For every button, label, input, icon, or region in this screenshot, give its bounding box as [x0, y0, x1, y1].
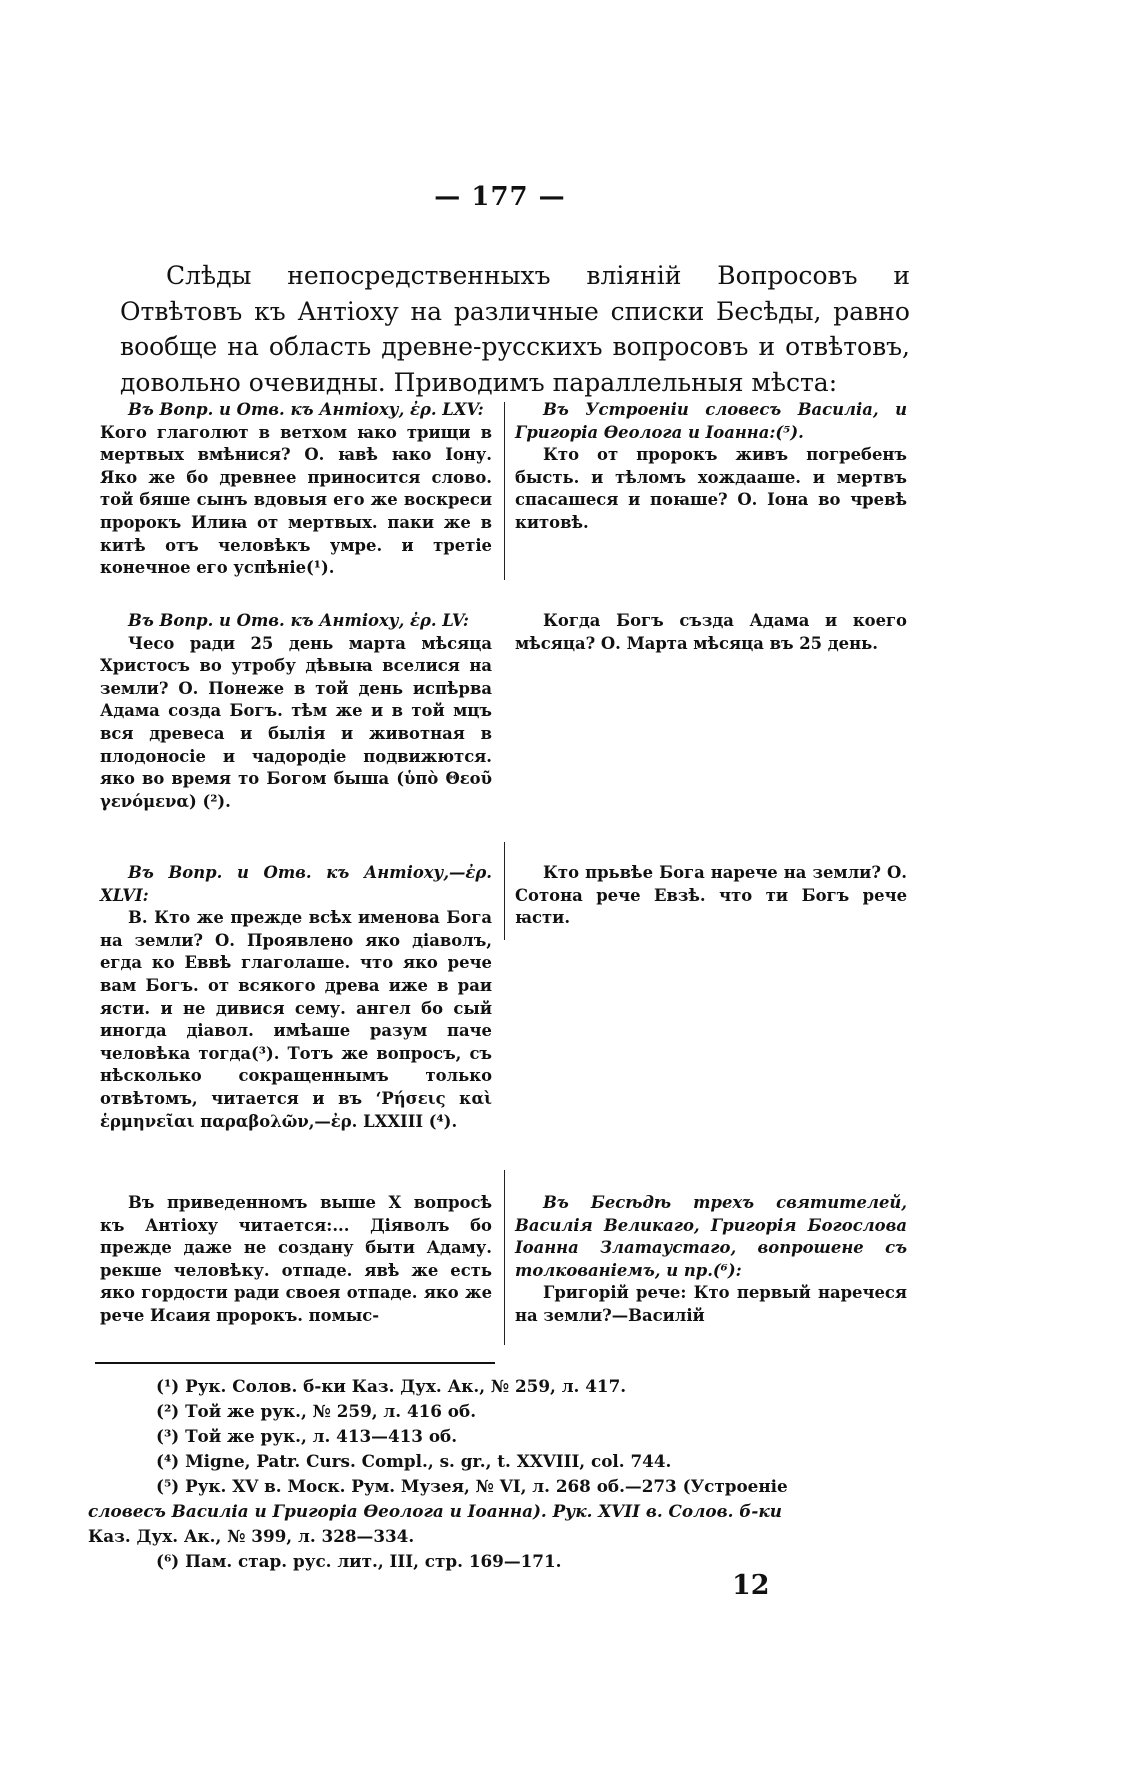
left-heading-1: Въ Вопр. и Отв. къ Антіоху, ἐρ. LXV:	[128, 400, 484, 419]
left-body-4: Въ приведенномъ выше X вопросѣ къ Антіоху читается:... Діяволъ бо прежде даже не создану быти Адаму. рекше человѣку. отпаде. явѣ же есть яко гордости ради своея отпаде. яко же рече Исаия пророкъ. помыс-	[100, 1193, 492, 1325]
footnote-6: (⁶) Пам. стар. рус. лит., III, стр. 169—171.	[156, 1551, 562, 1571]
footnote-3: (³) Той же рук., л. 413—413 об.	[156, 1426, 458, 1446]
intro-text: Слѣды непосредственныхъ вліяній Вопросовъ и Отвѣтовъ къ Антіоху на различные списки Бесѣды, равно вообще на область древне-русскихъ вопросовъ и отвѣтовъ, довольно очевидны. Приводимъ параллельныя мѣста:	[120, 261, 910, 397]
page-number: — 177 —	[434, 182, 566, 212]
left-body-2: Чесо ради 25 день марта мѣсяца Христосъ во утробу дѣвыꙗ вселися на земли? О. Понеже в той день испѣрва Адама созда Богъ. тѣм же и в той мцъ вся древеса и былія и животная в плодоносіе и чадородіе подвижются. яко во время то Богом быша (ὑπὸ Θεοῦ γενόμενα) (²).	[100, 633, 492, 811]
left-column-block-3	[100, 862, 492, 1133]
signature-mark: 12	[732, 1570, 770, 1601]
footnote-1: (¹) Рук. Солов. б-ки Каз. Дух. Ак., № 259, л. 417.	[156, 1376, 627, 1396]
left-column-block-1	[100, 399, 492, 580]
column-divider	[504, 402, 505, 580]
left-body-1: Кого глаголют в ветхом ꙗко трищи в мертвых вмѣнися? О. ꙗвѣ ꙗко Іону. Яко же бо древнее приносится слово. той бяше сынъ вдовыя его же воскреси пророкъ Илиꙗ от мертвых. паки же в китѣ отъ человѣкъ умре. и третіе конечное его успѣніе(¹).	[100, 422, 492, 578]
footnotes	[88, 1374, 908, 1574]
footnote-5-cont: словесъ Василіа и Григоріа Ѳеолога и Іоанна). Рук. XVII в. Солов. б-ки	[88, 1501, 782, 1521]
right-column-block-2	[515, 610, 907, 655]
right-heading-4: Въ Бесѣдѣ трехъ святителей, Василія Великаго, Григорія Богослова Іоанна Златаустаго, вопрошене съ толкованіемъ, и пр.(⁶):	[515, 1193, 907, 1280]
intro-paragraph	[120, 258, 910, 400]
right-column-block-3	[515, 862, 907, 930]
right-column-block-4	[515, 1192, 907, 1328]
footnote-5: (⁵) Рук. XV в. Моск. Рум. Музея, № VI, л. 268 об.—273 (Устроеніе	[156, 1476, 788, 1496]
left-column-block-4	[100, 1192, 492, 1328]
column-divider	[504, 1170, 505, 1345]
right-heading-1: Въ Устроеніи словесъ Василіа, и Григоріа Ѳеолога и Іоанна:(⁵).	[515, 400, 907, 442]
left-body-3: В. Кто же прежде всѣх именова Бога на земли? О. Проявлено яко діаволъ, егда ко Еввѣ глаголаше. что яко рече вам Богъ. от всякого древа иже в раи ясти. и не дивися сему. ангел бо сый иногда діавол. имѣаше разум паче человѣка тогда(³). Тотъ же вопросъ, съ нѣсколько сокращеннымъ только отвѣтомъ, читается и въ ‘Ρήσεις καὶ ἑρμηνεῖαι παραβολῶν,—ἐρ. LXXIII (⁴).	[100, 908, 492, 1131]
right-column-block-1	[515, 399, 907, 535]
right-body-4: Григорій рече: Кто первый наречеся на земли?—Василій	[515, 1283, 907, 1325]
footnote-4: (⁴) Migne, Patr. Curs. Compl., s. gr., t. XXVIII, col. 744.	[156, 1451, 672, 1471]
column-divider	[504, 842, 505, 940]
right-body-1: Кто от пророкъ живъ погребенъ бысть. и тѣломъ хождааше. и мертвъ спасашеся и поꙗше? О. Іона во чревѣ китовѣ.	[515, 445, 907, 532]
right-body-2: Когда Богъ създа Адама и коего мѣсяца? О. Марта мѣсяца въ 25 день.	[515, 611, 907, 653]
left-heading-2: Въ Вопр. и Отв. къ Антіоху, ἐρ. LV:	[128, 611, 469, 630]
right-body-3: Кто прьвѣе Бога нарече на земли? О. Сотона рече Евзѣ. что ти Богъ рече ꙗсти.	[515, 863, 907, 928]
left-heading-3: Въ Вопр. и Отв. къ Антіоху,—ἐρ. XLVI:	[100, 863, 492, 905]
footnote-2: (²) Той же рук., № 259, л. 416 об.	[156, 1401, 477, 1421]
footnote-separator	[95, 1362, 495, 1364]
footnote-5-end: Каз. Дух. Ак., № 399, л. 328—334.	[88, 1526, 415, 1546]
left-column-block-2	[100, 610, 492, 813]
